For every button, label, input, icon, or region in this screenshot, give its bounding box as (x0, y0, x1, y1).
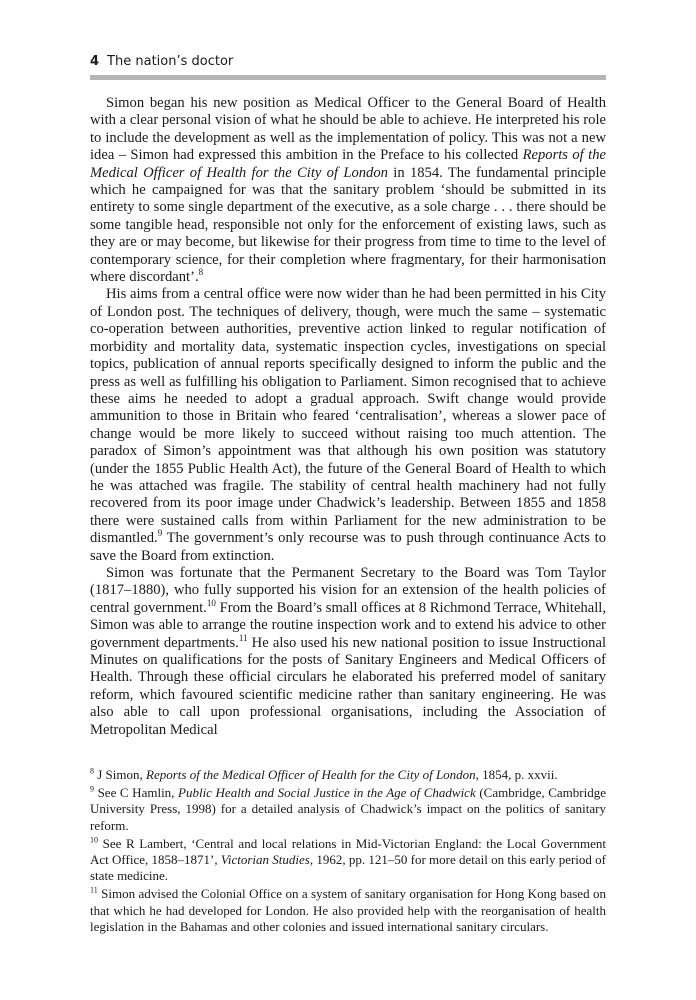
footnote-number: 10 (90, 835, 98, 845)
paragraph-text: Simon was fortunate that the Permanent Secretary to the Board was Tom Taylor (1817–1880), who fully supported his vision for an extension of the health policies of central government. (90, 564, 606, 616)
body-text (90, 95, 606, 739)
footnote-ref: 9 (157, 528, 163, 539)
footnote-text: See C Hamlin, (94, 785, 179, 801)
footnote-ref: 11 (238, 632, 248, 643)
italic-title: Public Health and Social Justice in the Age of Chadwick (178, 785, 476, 801)
italic-title: Reports of the Medical Officer of Health for the City of London (146, 767, 476, 782)
footnotes (90, 767, 606, 937)
footnote-number: 8 (90, 766, 94, 776)
footnote-text: , 1962, pp. 121–50 for more detail on this early period of state medicine. (90, 852, 607, 884)
footnote (90, 767, 606, 783)
running-header (90, 54, 606, 76)
italic-title: Reports of the Medical Officer of Health for the City of London (90, 147, 606, 181)
paragraph (90, 286, 606, 565)
footnote-text: J Simon, (94, 767, 147, 782)
paragraph-text: From the Board’s small offices at 8 Richmond Terrace, Whitehall, Simon was able to arrange the routine inspection work and to extend his advice to other government departments. (90, 599, 607, 651)
footnote-number: 9 (90, 784, 94, 794)
paragraph-text: His aims from a central office were now wider than he had been permitted in his City of London post. The techniques of delivery, though, were much the same – systematic co-operation between authorities, preventive action linked to regular notification of morbidity and mortality data, systematic inspection cycles, investigations on special topics, publication of annual reports specifically designed to inform the public and the press as well as fulfilling his obligation to Parliament. Simon recognised that to achieve these aims he needed to adopt a gradual approach. Swift change would provide ammunition to those in Britain who feared ‘centralisation’, whereas a slower pace of change would be more likely to succeed without raising too much attention. The paradox of Simon’s appointment was that although his own position was statutory (under the 1855 Public Health Act), the future of the General Board of Health to which he was attached was fragile. The stability of central health machinery had not fully recovered from its poor image under Chadwick’s leadership. Between 1855 and 1858 there were sustained calls from within Parliament for the new administration to be dismantled. (90, 286, 606, 547)
italic-title: Victorian Studies (220, 852, 310, 868)
paragraph (90, 95, 606, 286)
paragraph-text: Simon began his new position as Medical Officer to the General Board of Health with a clear personal vision of what he should be able to achieve. He interpreted his role to include the development as well as the implementation of policy. This was not a new idea – Simon had expressed this ambition in the Preface to his collected (90, 95, 606, 164)
footnote-text: , 1854, p. xxvii. (475, 767, 558, 782)
paragraph-text: The government’s only recourse was to push through continuance Acts to save the Board from extinction. (90, 530, 606, 564)
running-title: The nation’s doctor (107, 54, 234, 69)
footnote-number: 11 (90, 886, 98, 896)
footnote-ref: 8 (198, 267, 204, 278)
footnote-ref: 10 (206, 597, 216, 608)
paragraph (90, 565, 606, 739)
footnote-text: See R Lambert, ‘Central and local relations in Mid-Victorian England: the Local Government Act Office, 1858–1871’, (90, 835, 606, 868)
footnote (90, 785, 606, 834)
footnote-text: (Cambridge, Cambridge University Press, 1998) for a detailed analysis of Chadwick’s impact on the politics of sanitary reform. (90, 785, 607, 833)
footnote (90, 836, 606, 885)
page-number: 4 (90, 54, 100, 69)
header-rule (90, 75, 606, 80)
footnote (90, 886, 606, 935)
footnote-text: Simon advised the Colonial Office on a system of sanitary organisation for Hong Kong based on that which he had developed for London. He also provided help with the reorganisation of health legislation in the Bahamas and other colonies and issued international sanitary circulars. (90, 886, 606, 934)
paragraph-text: He also used his new national position to issue Instructional Minutes on qualifications for the posts of Sanitary Engineers and Medical Officers of Health. Through these official circulars he elaborated his preferred model of sanitary reform, which favoured scientific medicine rather than sanitary engineering. He was also able to call upon professional organisations, including the Association of Metropolitan Medical (90, 634, 607, 738)
paragraph-text: in 1854. The fundamental principle which he campaigned for was that the sanitary problem ‘should be submitted in its entirety to some single department of the executive, as a sole charge . . . there should be some tangible head, responsible not only for the enforcement of existing laws, such as they are or may become, but likewise for their progress from time to time to the level of contemporary science, for their completion where fragmentary, for their harmonisation where discordant’. (90, 164, 606, 286)
